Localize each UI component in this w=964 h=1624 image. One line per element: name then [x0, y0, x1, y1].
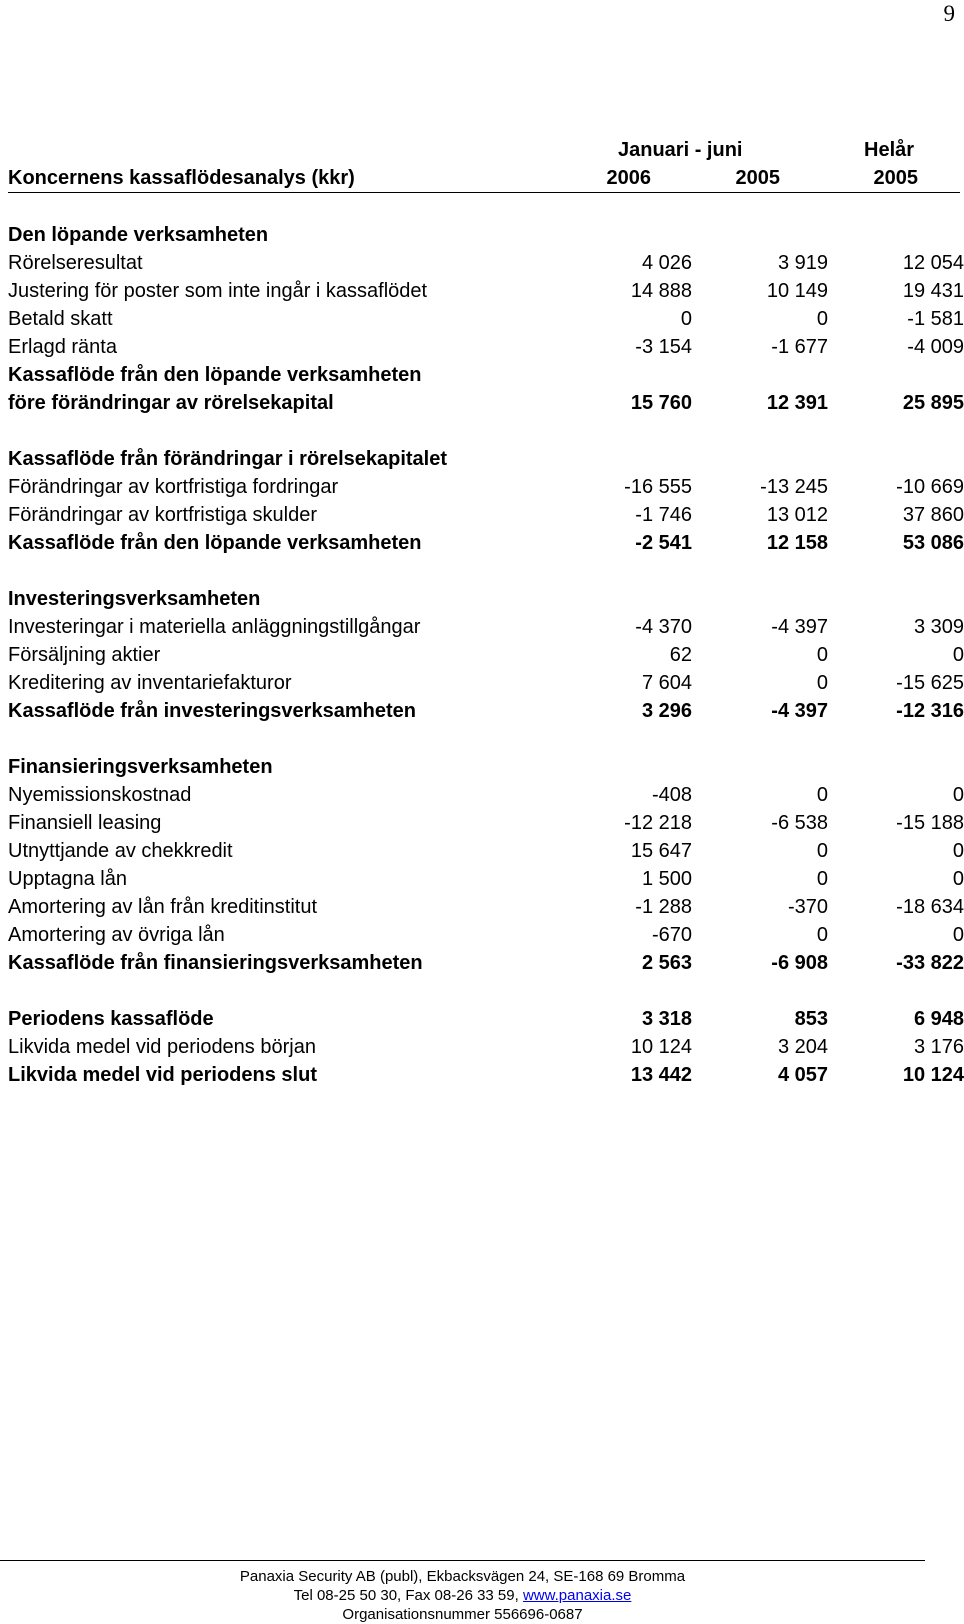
value-cell: 53 086 — [902, 532, 964, 554]
value-cell: 10 124 — [630, 1036, 692, 1058]
footer-org-number: Organisationsnummer 556696-0687 — [342, 1606, 583, 1623]
value-cell: -1 288 — [635, 896, 692, 918]
section-heading — [8, 221, 960, 249]
value-cell: 7 604 — [641, 672, 692, 694]
spacer — [8, 417, 960, 445]
value-cell: 1 500 — [641, 868, 692, 890]
value-cell: 0 — [816, 672, 828, 694]
value-cell: -13 245 — [760, 476, 828, 498]
value-cell: -4 397 — [771, 700, 828, 722]
row-label: Kassaflöde från investeringsverksamheten — [8, 700, 416, 722]
row-label: Finansieringsverksamheten — [8, 756, 273, 778]
table-row — [8, 613, 964, 641]
spacer — [8, 977, 960, 1005]
row-label: Justering för poster som inte ingår i kassaflödet — [8, 280, 428, 302]
value-cell: 13 012 — [766, 504, 828, 526]
value-cell: -18 634 — [896, 896, 964, 918]
spacer — [8, 725, 960, 753]
value-cell: -1 746 — [635, 504, 692, 526]
row-label: Kassaflöde från den löpande verksamheten — [8, 532, 422, 554]
table-row — [8, 669, 964, 697]
row-label: Likvida medel vid periodens slut — [8, 1064, 317, 1086]
row-label: Erlagd ränta — [8, 336, 117, 358]
value-cell: 0 — [952, 868, 964, 890]
value-cell: -6 538 — [771, 812, 828, 834]
row-label: Rörelseresultat — [8, 252, 143, 274]
year-header-3: 2005 — [873, 167, 918, 189]
value-cell: 0 — [952, 840, 964, 862]
value-cell: 19 431 — [902, 280, 964, 302]
value-cell: 0 — [952, 924, 964, 946]
row-label: Betald skatt — [8, 308, 113, 330]
total-row — [8, 1005, 964, 1033]
table-row — [8, 277, 964, 305]
row-label: Kassaflöde från förändringar i rörelsekapitalet — [8, 448, 448, 470]
value-cell: -4 009 — [907, 336, 964, 358]
row-label: Amortering av lån från kreditinstitut — [8, 896, 318, 918]
table-row — [8, 1033, 964, 1061]
value-cell: 3 296 — [641, 700, 692, 722]
section-heading — [8, 361, 960, 389]
value-cell: 6 948 — [913, 1008, 964, 1030]
row-label: Likvida medel vid periodens början — [8, 1036, 316, 1058]
row-label: Förändringar av kortfristiga fordringar — [8, 476, 339, 498]
value-cell: 4 026 — [641, 252, 692, 274]
value-cell: 3 204 — [777, 1036, 828, 1058]
row-label: Nyemissionskostnad — [8, 784, 192, 806]
table-row — [8, 865, 964, 893]
table-title: Koncernens kassaflödesanalys (kkr) — [8, 167, 355, 189]
year-header-2: 2005 — [735, 167, 780, 189]
value-cell: -15 188 — [896, 812, 964, 834]
row-label: före förändringar av rörelsekapital — [8, 392, 334, 414]
value-cell: 3 318 — [641, 1008, 692, 1030]
table-row — [8, 809, 964, 837]
value-cell: -16 555 — [624, 476, 692, 498]
value-cell: 12 054 — [902, 252, 964, 274]
row-label: Periodens kassaflöde — [8, 1008, 214, 1030]
row-label: Kreditering av inventariefakturor — [8, 672, 292, 694]
table-row — [8, 893, 964, 921]
value-cell: 12 391 — [766, 392, 828, 414]
value-cell: 15 647 — [630, 840, 692, 862]
row-label: Förändringar av kortfristiga skulder — [8, 504, 318, 526]
value-cell: 14 888 — [630, 280, 692, 302]
value-cell: 0 — [680, 308, 692, 330]
table-row — [8, 781, 964, 809]
table-row — [8, 501, 964, 529]
value-cell: 10 124 — [902, 1064, 964, 1086]
value-cell: 4 057 — [777, 1064, 828, 1086]
website-link[interactable]: www.panaxia.se — [522, 1587, 632, 1604]
row-label: Amortering av övriga lån — [8, 924, 225, 946]
total-row — [8, 697, 964, 725]
value-cell: 3 176 — [913, 1036, 964, 1058]
period-header: Januari - juni — [618, 139, 743, 161]
header-row-periods — [8, 136, 960, 164]
section-heading — [8, 753, 960, 781]
table-row — [8, 249, 964, 277]
value-cell: 25 895 — [902, 392, 964, 414]
row-label: Kassaflöde från finansieringsverksamheten — [8, 952, 423, 974]
row-label: Utnyttjande av chekkredit — [8, 840, 233, 862]
value-cell: -1 677 — [771, 336, 828, 358]
value-cell: 15 760 — [630, 392, 692, 414]
table-row — [8, 305, 964, 333]
row-label: Finansiell leasing — [8, 812, 162, 834]
year-header-1: 2006 — [606, 167, 651, 189]
value-cell: 37 860 — [902, 504, 964, 526]
value-cell: 10 149 — [766, 280, 828, 302]
value-cell: 0 — [952, 784, 964, 806]
value-cell: 853 — [794, 1008, 828, 1030]
table-row — [8, 641, 964, 669]
table-row — [8, 921, 964, 949]
row-label: Den löpande verksamheten — [8, 224, 269, 246]
page-number: 9 — [943, 1, 955, 26]
value-cell: 0 — [816, 868, 828, 890]
value-cell: 0 — [816, 840, 828, 862]
value-cell: 2 563 — [641, 952, 692, 974]
value-cell: -33 822 — [896, 952, 964, 974]
header-row-years — [8, 164, 960, 193]
row-label: Kassaflöde från den löpande verksamheten — [8, 364, 422, 386]
table-row — [8, 333, 964, 361]
value-cell: 3 919 — [777, 252, 828, 274]
cash-flow-table — [8, 136, 964, 1089]
value-cell: -1 581 — [907, 308, 964, 330]
value-cell: -15 625 — [896, 672, 964, 694]
footer-phone: Tel 08-25 50 30, Fax 08-26 33 59, — [293, 1587, 523, 1604]
section-heading — [8, 585, 960, 613]
footer-address: Panaxia Security AB (publ), Ekbacksvägen 24, SE-168 69 Bromma — [239, 1568, 686, 1585]
row-label: Investeringsverksamheten — [8, 588, 261, 610]
value-cell: -408 — [651, 784, 692, 806]
value-cell: 0 — [816, 924, 828, 946]
fullyear-header: Helår — [864, 139, 915, 161]
value-cell: 62 — [669, 644, 692, 666]
value-cell: -2 541 — [635, 532, 692, 554]
value-cell: 3 309 — [913, 616, 964, 638]
total-row — [8, 949, 964, 977]
section-heading — [8, 445, 960, 473]
value-cell: -4 370 — [635, 616, 692, 638]
value-cell: -370 — [787, 896, 828, 918]
value-cell: -4 397 — [771, 616, 828, 638]
spacer — [8, 557, 960, 585]
footer-contact — [0, 1586, 925, 1605]
row-label: Försäljning aktier — [8, 644, 161, 666]
value-cell: -10 669 — [896, 476, 964, 498]
value-cell: -3 154 — [635, 336, 692, 358]
table-row — [8, 837, 964, 865]
row-label: Investeringar i materiella anläggningstillgångar — [8, 616, 421, 638]
value-cell: -12 316 — [896, 700, 964, 722]
spacer — [8, 193, 960, 221]
row-label: Upptagna lån — [8, 868, 127, 890]
value-cell: 0 — [816, 784, 828, 806]
value-cell: 0 — [816, 644, 828, 666]
footer — [0, 1560, 925, 1624]
value-cell: -12 218 — [624, 812, 692, 834]
value-cell: -670 — [651, 924, 692, 946]
value-cell: 12 158 — [766, 532, 828, 554]
value-cell: 0 — [816, 308, 828, 330]
value-cell: 13 442 — [630, 1064, 692, 1086]
value-cell: -6 908 — [771, 952, 828, 974]
table-row — [8, 473, 964, 501]
total-row — [8, 389, 964, 417]
table-body — [8, 221, 964, 1089]
total-row — [8, 529, 964, 557]
total-row — [8, 1061, 964, 1089]
value-cell: 0 — [952, 644, 964, 666]
